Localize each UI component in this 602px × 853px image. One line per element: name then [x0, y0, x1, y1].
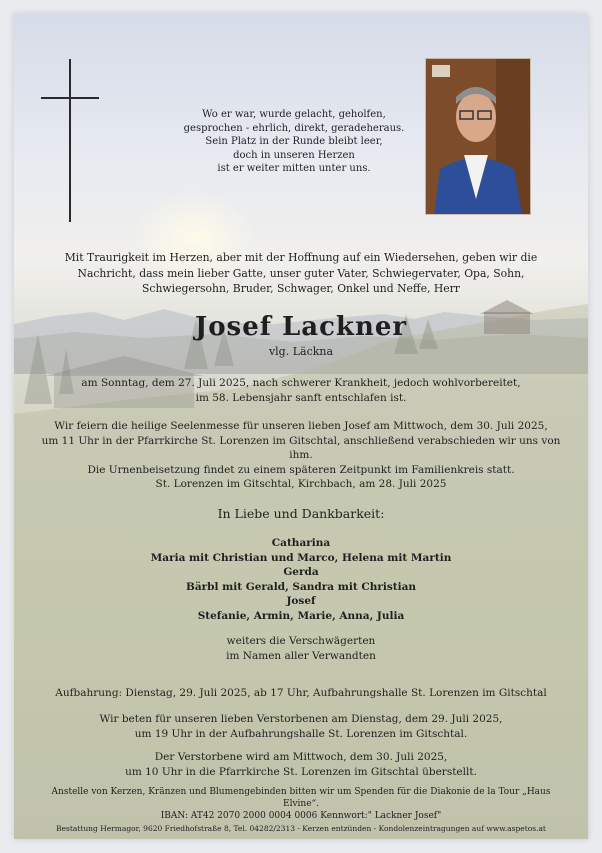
verse-line: gesprochen - ehrlich, direkt, geradeheraus.	[183, 122, 405, 134]
prayer-line: um 19 Uhr in der Aufbahrungshalle St. Lorenzen im Gitschtal.	[134, 727, 468, 740]
portrait-photo	[425, 58, 531, 215]
family-member: Josef	[286, 595, 316, 607]
transfer-line: um 10 Uhr in die Pfarrkirche St. Lorenzen im Gitschtal überstellt.	[125, 765, 477, 778]
gratitude-heading: In Liebe und Dankbarkeit:	[217, 506, 385, 521]
family-member: Catharina	[271, 537, 331, 549]
mass-line: Die Urnenbeisetzung findet zu einem späteren Zeitpunkt im Familienkreis statt.	[87, 463, 515, 476]
family-member: Bärbl mit Gerald, Sandra mit Christian	[185, 580, 417, 593]
place-and-date: St. Lorenzen im Gitschtal, Kirchbach, am 28. Juli 2025	[155, 478, 447, 490]
cross-icon	[69, 59, 71, 222]
obituary-card	[14, 14, 588, 839]
donation-note	[34, 786, 568, 822]
memorial-verse	[174, 108, 414, 176]
funeral-home-footer: Bestattung Hermagor, 9620 Friedhofstraße 8, Tel. 04282/2313 - Kerzen entzünden - Kondolenzeintragungen auf www.aspetos.at	[56, 824, 546, 833]
donation-line: Anstelle von Kerzen, Kränzen und Blumengebinden bitten wir um Spenden für die Diakonie de la Tour „Haus Elvine“.	[51, 787, 551, 809]
verse-line: Sein Platz in der Runde bleibt leer,	[205, 136, 383, 147]
prayer-info	[14, 712, 588, 741]
family-list	[14, 536, 588, 623]
verse-line: Wo er war, wurde gelacht, geholfen,	[202, 109, 386, 120]
verse-line: doch in unseren Herzen	[233, 149, 355, 161]
relatives-line: im Namen aller Verwandten	[226, 649, 376, 662]
wake-info: Aufbahrung: Dienstag, 29. Juli 2025, ab 17 Uhr, Aufbahrungshalle St. Lorenzen im Gitschtal	[55, 687, 547, 699]
vulgo-name: vlg. Läckna	[268, 345, 334, 358]
announcement-intro: Mit Traurigkeit im Herzen, aber mit der Hoffnung auf ein Wiedersehen, geben wir die Nachricht, dass mein lieber Gatte, unser guter Vater, Schwiegervater, Opa, Sohn, Schwiegersohn, Bruder, Schwager, Onkel und Neffe, Herr	[64, 251, 538, 295]
verse-line: ist er weiter mitten unter uns.	[217, 163, 371, 174]
death-line: im 58. Lebensjahr sanft entschlafen ist.	[195, 391, 407, 404]
death-notice	[74, 376, 528, 405]
deceased-name: Josef Lackner	[194, 312, 408, 342]
death-line: am Sonntag, dem 27. Juli 2025, nach schwerer Krankheit, jedoch wohlvorbereitet,	[81, 377, 521, 389]
family-member: Stefanie, Armin, Marie, Anna, Julia	[197, 609, 405, 622]
relatives-line: weiters die Verschwägerten	[226, 635, 376, 647]
transfer-line: Der Verstorbene wird am Mittwoch, dem 30. Juli 2025,	[154, 751, 448, 763]
relatives-note	[14, 634, 588, 663]
cross-icon-bar	[41, 97, 99, 99]
donation-iban: IBAN: AT42 2070 2000 0004 0006 Kennwort:" Lackner Josef"	[160, 811, 442, 821]
family-member: Gerda	[283, 566, 319, 578]
transfer-info	[14, 750, 588, 779]
funeral-mass-info	[34, 419, 568, 477]
portrait-photo-image	[426, 59, 530, 214]
family-member: Maria mit Christian und Marco, Helena mit Martin	[150, 551, 452, 564]
prayer-line: Wir beten für unseren lieben Verstorbenen am Dienstag, dem 29. Juli 2025,	[99, 713, 503, 725]
mass-line: Wir feiern die heilige Seelenmesse für unseren lieben Josef am Mittwoch, dem 30. Juli 2025,	[54, 420, 548, 432]
mass-line: um 11 Uhr in der Pfarrkirche St. Lorenzen im Gitschtal, anschließend verabschieden wir uns von ihm.	[41, 434, 561, 461]
